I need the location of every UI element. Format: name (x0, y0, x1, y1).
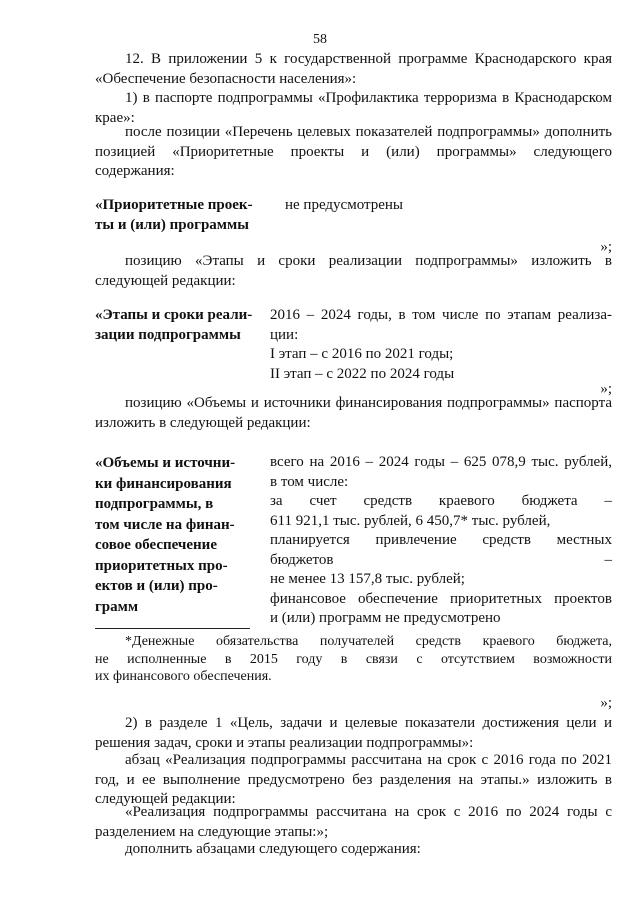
footnote: *Денежные обязательства получателей средств краевого бюджета, не исполненные в 2015 году в связи с отсутствием возможности их финансового обеспечения. (95, 634, 612, 684)
paragraph-new-wording: «Реализация подпрограммы рассчитана на срок с 2016 по 2024 годы с разделением на следующие этапы:»; (95, 804, 612, 840)
row-label: «Этапы и сроки реали- зации подпрограммы (95, 307, 253, 343)
paragraph-after-position: после позиции «Перечень целевых показателей подпрограммы» дополнить позицией «Приоритетные проекты и (или) программы» следующего содержания: (95, 124, 612, 179)
paragraph-stages: позицию «Этапы и сроки реализации подпрограммы» изложить в следующей редакции: (95, 253, 612, 289)
paragraph-item-1: 1) в паспорте подпрограммы «Профилактика терроризма в Краснодарском крае»: (95, 90, 612, 126)
row-value: всего на 2016 – 2024 годы – 625 078,9 тыс. рублей, в том числе: за счет средств краевого бюджета – 611 921,1 тыс. рублей, 6 450,7* тыс. рублей, планируется привлечение средств местных бюджетов – не менее 13 157,8 тыс. рублей; финансовое обеспечение приоритетных проектов и (или) программ не предусмотрено (270, 454, 612, 626)
paragraph-supplement: дополнить абзацами следующего содержания: (125, 841, 421, 857)
closing-quote: »; (600, 239, 612, 255)
row-value: не предусмотрены (285, 197, 404, 213)
closing-quote: »; (600, 695, 612, 711)
row-label: «Объемы и источни- ки финансирования подпрограммы, в том числе на финан- совое обеспечение приоритетных про- ектов и (или) про- грамм (95, 455, 236, 615)
page-number: 58 (313, 32, 327, 47)
closing-quote: »; (600, 381, 612, 397)
paragraph-funding: позицию «Объемы и источники финансирования подпрограммы» паспорта изложить в следующей редакции: (95, 395, 612, 431)
paragraph-item-2: 2) в разделе 1 «Цель, задачи и целевые показатели достижения цели и решения задач, сроки и этапы реализации подпрограммы»: (95, 715, 612, 751)
paragraph-abzac: абзац «Реализация подпрограммы рассчитана на срок с 2016 года по 2021 год, и ее выполнение предусмотрено без разделения на этапы.» изложить в следующей редакции: (95, 752, 612, 807)
row-value: 2016 – 2024 годы, в том числе по этапам реализа- ции: I этап – с 2016 по 2021 годы; II этап – с 2022 по 2024 годы (270, 307, 612, 382)
paragraph-12: 12. В приложении 5 к государственной программе Краснодарского края «Обеспечение безопасности населения»: (95, 51, 612, 87)
row-label: «Приоритетные проек- ты и (или) программы (95, 197, 253, 233)
footnote-divider (95, 628, 250, 629)
